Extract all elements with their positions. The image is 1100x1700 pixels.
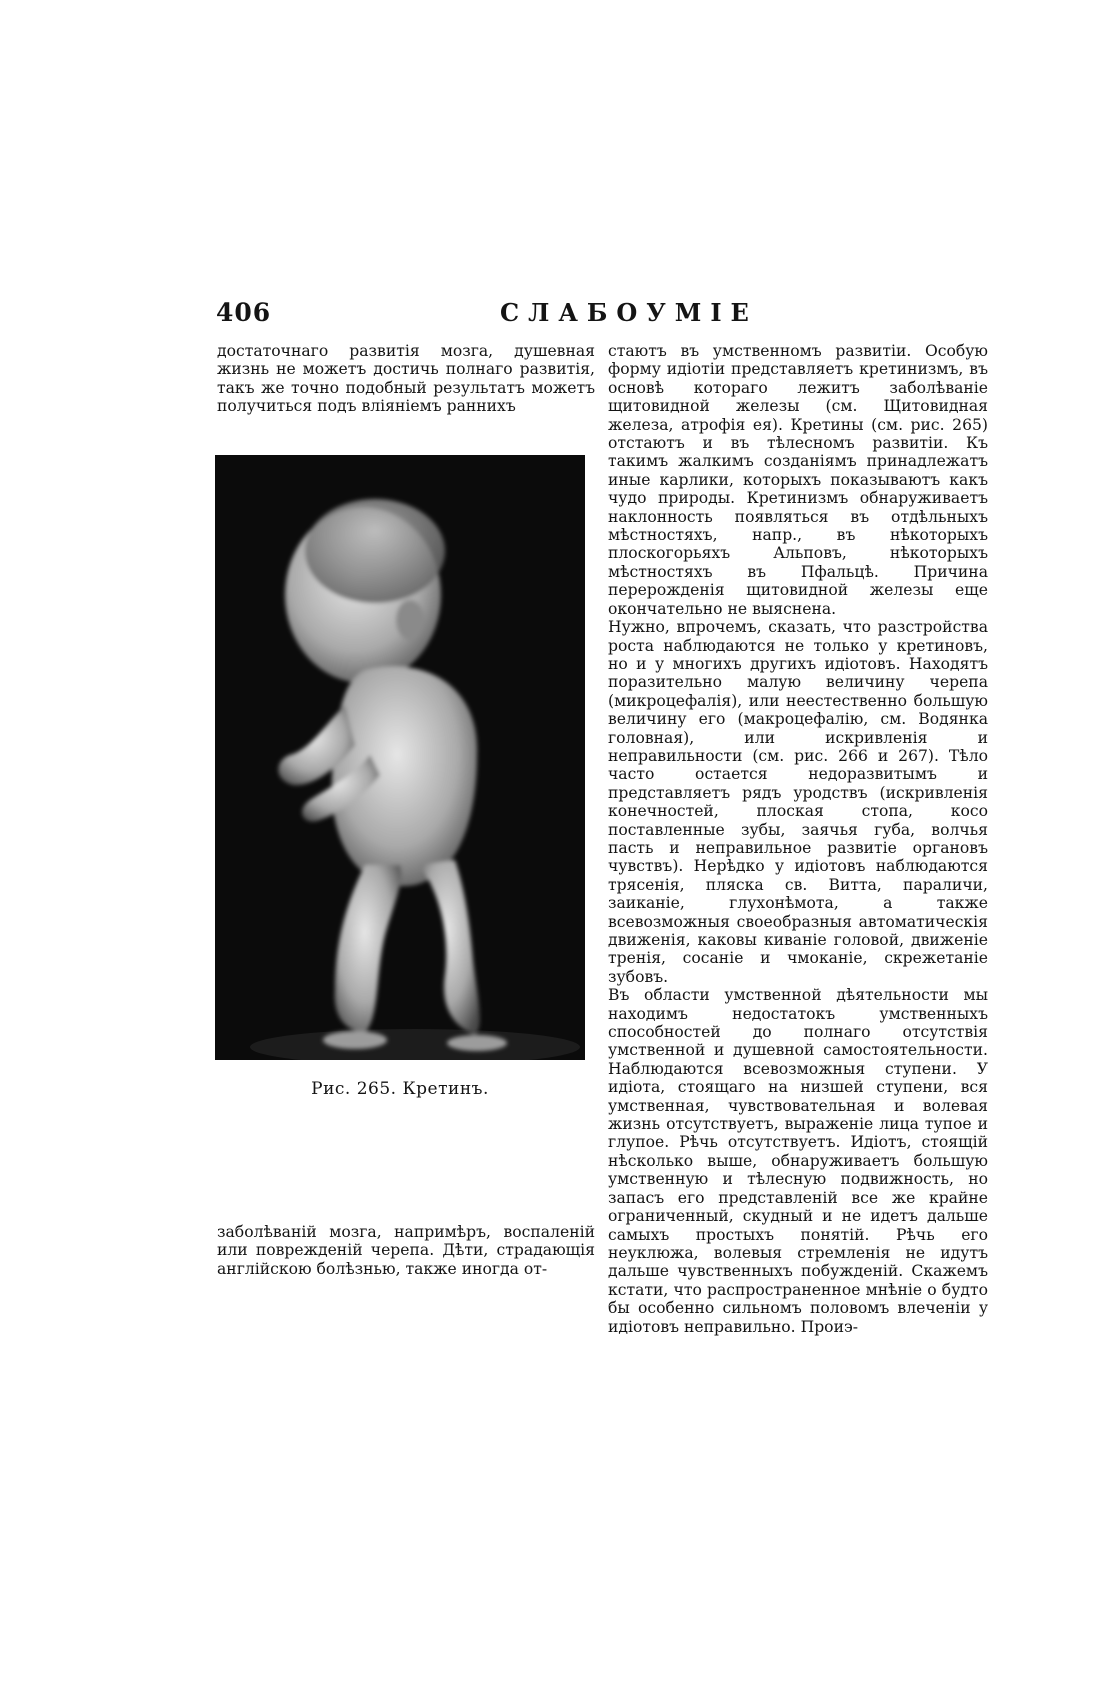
right-column-text: стаютъ въ умственномъ развитіи. Особую форму идіотіи представляетъ кретинизмъ, въ основѣ котораго лежитъ заболѣваніе щитовидной железы (см. Щитовидная железа, атрофія ея). Кретины (см. рис. 265) отстаютъ и въ тѣлесномъ развитіи. Къ такимъ жалкимъ созданіямъ принадлежатъ иные карлики, которыхъ показываютъ какъ чудо природы. Кретинизмъ обнаруживаетъ наклонность появляться въ отдѣльныхъ мѣстностяхъ, напр., въ нѣкоторыхъ плоскогорьяхъ Альповъ, нѣкоторыхъ мѣстностяхъ въ Пфальцѣ. Причина перерожденія щитовидной железы еще окончательно не выяснена. Нужно, впрочемъ, сказать, что разстройства роста наблюдаются не только у кретиновъ, но и у многихъ другихъ идіотовъ. Находятъ поразительно малую величину черепа (микроцефалія), или неестественно большую величину его (макроцефалію, см. Водянка головная), или искривленія и неправильности (см. рис. 266 и 267). Тѣло часто остается недоразвитымъ и представляетъ рядъ уродствъ (искривленія конечностей, плоская стопа, косо поставленные зубы, заячья губа, волчья пасть и неправильное развитіе органовъ чувствъ). Нерѣдко у идіотовъ наблюдаются трясенія, пляска св. Витта, параличи, заиканіе, глухонѣмота, а также всевозможныя своеобразныя автоматическія движенія, каковы киваніе головой, движеніе тренія, сосаніе и чмоканіе, скрежетаніе зубовъ. Въ области умственной дѣятельности мы находимъ недостатокъ умственныхъ способностей до полнаго отсутствія умственной и душевной самостоятельности. Наблюдаются всевозможныя ступени. У идіота, стоящаго на низшей ступени, вся умственная, чувствовательная и волевая жизнь отсутствуетъ, выраженіе лица тупое и глупое. Рѣчь отсутствуетъ. Идіотъ, стоящій нѣсколько выше, обнаруживаетъ большую умственную и тѣлесную подвижность, но запасъ его представленій все же крайне ограниченный, скудный и не идетъ дальше самыхъ простыхъ понятій. Рѣчь его неуклюжа, волевыя стремленія не идутъ дальше чувственныхъ побужденій. Скажемъ кстати, что распространенное мнѣніе о будто бы особенно сильномъ половомъ влеченіи у идіотовъ неправильно. Проиэ- — [608, 342, 988, 1336]
running-head: СЛАБОУМІЕ — [500, 298, 758, 327]
left-column-text-top: достаточнаго развитія мозга, душевная жизнь не можетъ достичь полнаго развитія, такъ же точно подобный результатъ можетъ получиться подъ вліяніемъ раннихъ — [217, 342, 595, 416]
figure-caption: Рис. 265. Кретинъ. — [311, 1079, 489, 1099]
left-column-text-bottom: заболѣваній мозга, напримѣръ, воспаленій или поврежденій черепа. Дѣти, страдающія англійскою болѣзнью, также иногда от- — [217, 1223, 595, 1278]
figure-photo — [215, 455, 585, 1060]
page-number: 406 — [216, 298, 272, 327]
child-figure-illustration — [215, 455, 585, 1060]
